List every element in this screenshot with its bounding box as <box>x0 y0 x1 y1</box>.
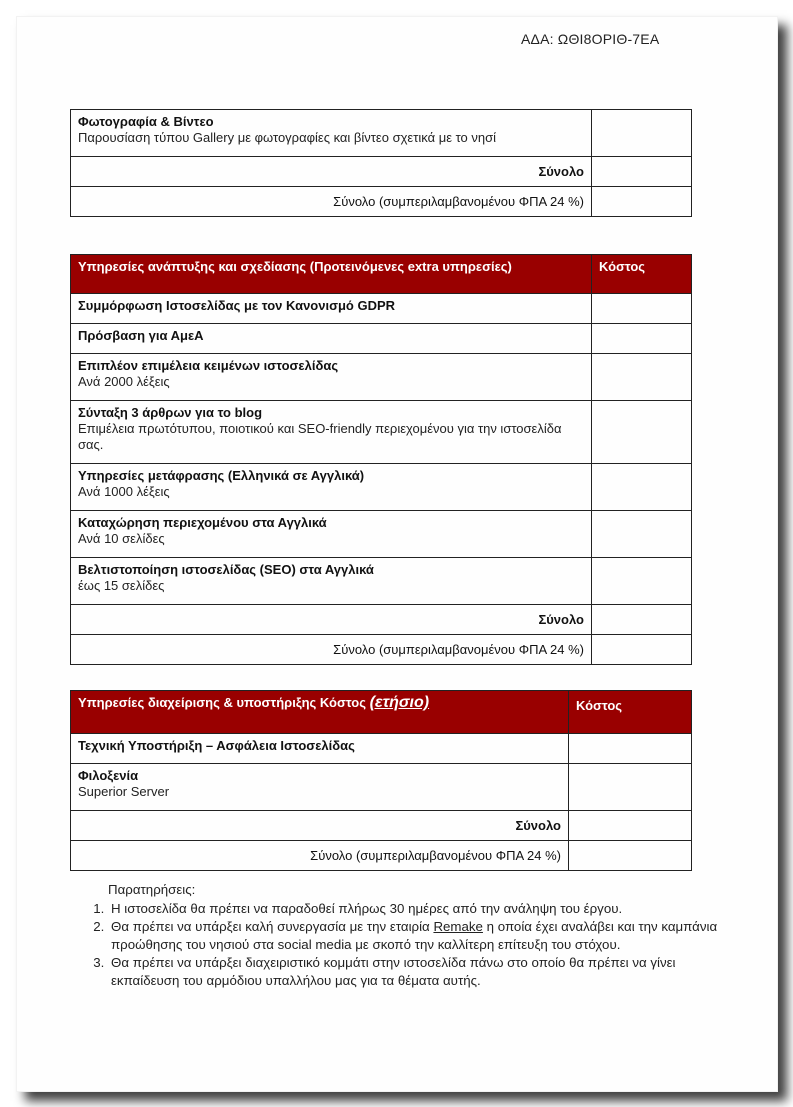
service-column-header <box>71 691 569 734</box>
vat-total-row <box>71 635 692 665</box>
table-row <box>71 764 692 811</box>
service-title: Σύνταξη 3 άρθρων για το blog <box>78 405 263 420</box>
table-row <box>71 324 692 354</box>
vat-total-value[interactable] <box>592 635 692 665</box>
vat-total-label: Σύνολο (συμπεριλαμβανομένου ΦΠΑ 24 %) <box>71 841 569 871</box>
table-row <box>71 401 692 464</box>
annual-label: (ετήσιο) <box>369 694 430 711</box>
service-cell <box>71 354 592 401</box>
notes-list <box>84 900 734 990</box>
service-header-text: Υπηρεσίες διαχείρισης & υποστήριξης Κόστος <box>78 695 370 710</box>
service-title: Υπηρεσίες μετάφρασης (Ελληνικά σε Αγγλικά) <box>78 468 365 483</box>
service-cell <box>71 324 592 354</box>
note-item <box>108 918 734 954</box>
vat-total-row <box>71 187 692 217</box>
management-support-table <box>70 690 692 871</box>
table-row <box>71 511 692 558</box>
cost-column-header: Κόστος <box>592 255 692 294</box>
total-value[interactable] <box>569 811 692 841</box>
cost-column-header: Κόστος <box>569 691 692 734</box>
note-text: η οποία έχει αναλάβει και την καμπάνια προώθησης του νησιού στα social media με σκοπό την καλλίτερη επίτευξη του στόχου. <box>111 919 718 952</box>
service-description: Επιμέλεια πρωτότυπου, ποιοτικού και SEO-friendly περιεχομένου για την ιστοσελίδα σας. <box>78 421 562 452</box>
total-value[interactable] <box>592 157 692 187</box>
total-label: Σύνολο <box>71 811 569 841</box>
total-label: Σύνολο <box>71 157 592 187</box>
service-title: Φωτογραφία & Βίντεο <box>78 114 214 129</box>
notes-section <box>84 881 734 990</box>
table-row <box>71 354 692 401</box>
vat-total-row <box>71 841 692 871</box>
service-cell <box>71 401 592 464</box>
remake-link[interactable]: Remake <box>433 919 483 934</box>
service-title: Πρόσβαση για ΑμεΑ <box>78 328 204 343</box>
vat-total-label: Σύνολο (συμπεριλαμβανομένου ΦΠΑ 24 %) <box>71 635 592 665</box>
service-cell <box>71 294 592 324</box>
table-row <box>71 734 692 764</box>
service-column-header: Υπηρεσίες ανάπτυξης και σχεδίασης (Προτεινόμενες extra υπηρεσίες) <box>71 255 592 294</box>
service-title: Βελτιστοποίηση ιστοσελίδας (SEO) στα Αγγλικά <box>78 562 374 577</box>
notes-heading: Παρατηρήσεις: <box>108 882 196 897</box>
development-services-table <box>70 254 692 665</box>
table-row <box>71 110 692 157</box>
service-cell <box>71 511 592 558</box>
cost-cell[interactable] <box>592 324 692 354</box>
service-description: έως 15 σελίδες <box>78 578 165 593</box>
service-title: Επιπλέον επιμέλεια κειμένων ιστοσελίδας <box>78 358 339 373</box>
cost-cell[interactable] <box>592 294 692 324</box>
service-cell <box>71 110 592 157</box>
note-item: 1. Η ιστοσελίδα θα πρέπει να παραδοθεί πλήρως 30 ημέρες από την ανάληψη του έργου. <box>108 900 734 918</box>
service-title: Φιλοξενία <box>78 768 139 783</box>
service-description: Superior Server <box>78 784 170 799</box>
total-label: Σύνολο <box>71 605 592 635</box>
table-row <box>71 464 692 511</box>
cost-cell[interactable] <box>592 511 692 558</box>
cost-cell[interactable] <box>592 401 692 464</box>
table-row <box>71 294 692 324</box>
service-title: Τεχνική Υποστήριξη – Ασφάλεια Ιστοσελίδας <box>78 738 355 753</box>
total-row <box>71 157 692 187</box>
service-cell <box>71 464 592 511</box>
service-description: Ανά 1000 λέξεις <box>78 484 170 499</box>
service-cell <box>71 558 592 605</box>
cost-cell[interactable] <box>592 464 692 511</box>
service-title: Συμμόρφωση Ιστοσελίδας με τον Κανονισμό GDPR <box>78 298 396 313</box>
total-row <box>71 811 692 841</box>
vat-total-label: Σύνολο (συμπεριλαμβανομένου ΦΠΑ 24 %) <box>71 187 592 217</box>
total-row <box>71 605 692 635</box>
note-item: 3. Θα πρέπει να υπάρξει διαχειριστικό κομμάτι στην ιστοσελίδα πάνω στο οποίο θα πρέπει να γίνει εκπαίδευση του αρμόδιου υπαλλήλου μας για τα θέματα αυτής. <box>108 954 734 990</box>
cost-cell[interactable] <box>592 354 692 401</box>
photo-video-table <box>70 109 692 217</box>
service-title: Καταχώρηση περιεχομένου στα Αγγλικά <box>78 515 327 530</box>
service-cell <box>71 764 569 811</box>
service-cell <box>71 734 569 764</box>
total-value[interactable] <box>592 605 692 635</box>
service-description: Παρουσίαση τύπου Gallery με φωτογραφίες και βίντεο σχετικά με το νησί <box>78 130 497 145</box>
cost-cell[interactable] <box>592 110 692 157</box>
table-header-row <box>71 691 692 734</box>
ada-code: ΑΔΑ: ΩΘΙ8ΟΡΙΘ-7ΕΑ <box>521 31 660 47</box>
vat-total-value[interactable] <box>592 187 692 217</box>
service-description: Ανά 2000 λέξεις <box>78 374 170 389</box>
table-row <box>71 558 692 605</box>
cost-cell[interactable] <box>569 734 692 764</box>
cost-cell[interactable] <box>569 764 692 811</box>
cost-cell[interactable] <box>592 558 692 605</box>
service-description: Ανά 10 σελίδες <box>78 531 165 546</box>
note-text: Θα πρέπει να υπάρξει καλή συνεργασία με την εταιρία <box>111 919 434 934</box>
table-header-row <box>71 255 692 294</box>
vat-total-value[interactable] <box>569 841 692 871</box>
